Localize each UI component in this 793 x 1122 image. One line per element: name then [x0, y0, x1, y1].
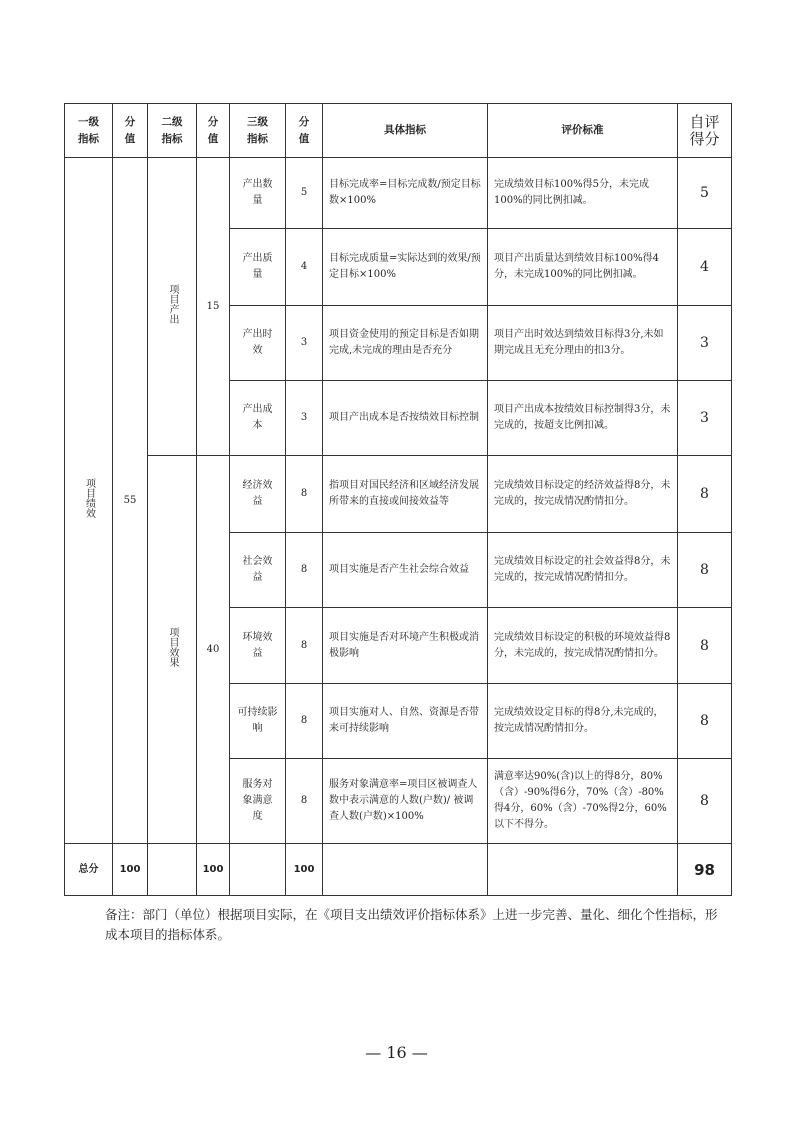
row-criteria: 完成绩效设定目标的得8分,未完成的，按完成情况酌情扣分。 — [488, 684, 678, 759]
row-indicator: 项目资金使用的预定目标是否如期完成,未完成的理由是否充分 — [323, 306, 488, 381]
row-self-score: 8 — [678, 684, 732, 759]
row-score: 4 — [286, 229, 323, 306]
row-self-score: 8 — [678, 759, 732, 844]
row-score: 8 — [286, 684, 323, 759]
group-name: 项目效果 — [148, 456, 197, 844]
row-score: 8 — [286, 608, 323, 684]
level1-name: 项目绩效 — [65, 158, 113, 844]
row-criteria: 项目产出质量达到绩效目标100%得4分，未完成100%的同比例扣减。 — [488, 229, 678, 306]
row-criteria: 满意率达90%(含)以上的得8分，80%（含）-90%得6分，70%（含）-80%得4分，60%（含）-70%得2分，60%以下不得分。 — [488, 759, 678, 844]
table-note: 备注：部门（单位）根据项目实际，在《项目支出绩效评价指标体系》上进一步完善、量化、细化个性指标，形成本项目的指标体系。 — [105, 907, 718, 942]
total-label: 总分 — [65, 844, 113, 896]
row-score: 3 — [286, 306, 323, 381]
row-name: 经济效益 — [230, 456, 286, 533]
row-criteria: 项目产出时效达到绩效目标得3分,未如期完成且无充分理由的扣3分。 — [488, 306, 678, 381]
header-indicator: 具体指标 — [323, 104, 488, 158]
total-score2: 100 — [197, 844, 230, 896]
total-score1: 100 — [113, 844, 148, 896]
header-score3: 分值 — [286, 104, 323, 158]
row-name: 社会效益 — [230, 533, 286, 608]
row-criteria: 完成绩效目标100%得5分，未完成100%的同比例扣减。 — [488, 158, 678, 229]
empty-cell — [488, 844, 678, 896]
group-name: 项目产出 — [148, 158, 197, 456]
group-score: 15 — [197, 158, 230, 456]
group-score: 40 — [197, 456, 230, 844]
performance-table — [64, 103, 732, 896]
header-level3: 三级指标 — [230, 104, 286, 158]
header-row — [65, 104, 732, 158]
row-self-score: 3 — [678, 306, 732, 381]
row-name: 可持续影响 — [230, 684, 286, 759]
total-score3: 100 — [286, 844, 323, 896]
row-criteria: 完成绩效目标设定的经济效益得8分，未完成的，按完成情况酌情扣分。 — [488, 456, 678, 533]
empty-cell — [323, 844, 488, 896]
row-name: 产出时效 — [230, 306, 286, 381]
row-self-score: 3 — [678, 381, 732, 456]
row-self-score: 8 — [678, 533, 732, 608]
row-score: 3 — [286, 381, 323, 456]
table-row — [65, 456, 732, 533]
level1-score: 55 — [113, 158, 148, 844]
row-indicator: 目标完成率=目标完成数/预定目标数×100% — [323, 158, 488, 229]
row-name: 产出数量 — [230, 158, 286, 229]
row-indicator: 项目实施是否对环境产生积极或消极影响 — [323, 608, 488, 684]
header-score1: 分值 — [113, 104, 148, 158]
total-self-score: 98 — [678, 844, 732, 896]
row-indicator: 项目产出成本是否按绩效目标控制 — [323, 381, 488, 456]
page-number: — 16 — — [365, 1043, 428, 1062]
row-indicator: 目标完成质量=实际达到的效果/预定目标×100% — [323, 229, 488, 306]
row-name: 服务对象满意度 — [230, 759, 286, 844]
row-indicator: 项目实施对人、自然、资源是否带来可持续影响 — [323, 684, 488, 759]
row-score: 5 — [286, 158, 323, 229]
table-row — [65, 158, 732, 229]
row-score: 8 — [286, 533, 323, 608]
row-indicator: 指项目对国民经济和区域经济发展所带来的直接或间接效益等 — [323, 456, 488, 533]
row-self-score: 8 — [678, 608, 732, 684]
total-row — [65, 844, 732, 896]
row-score: 8 — [286, 456, 323, 533]
header-level2: 二级指标 — [148, 104, 197, 158]
empty-cell — [148, 844, 197, 896]
row-criteria: 项目产出成本按绩效目标控制得3分，未完成的，按超支比例扣减。 — [488, 381, 678, 456]
empty-cell — [230, 844, 286, 896]
row-indicator: 服务对象满意率=项目区被调查人数中表示满意的人数(户数)/ 被调查人数(户数)×100% — [323, 759, 488, 844]
header-criteria: 评价标准 — [488, 104, 678, 158]
row-name: 产出质量 — [230, 229, 286, 306]
row-name: 产出成本 — [230, 381, 286, 456]
header-score2: 分值 — [197, 104, 230, 158]
row-self-score: 5 — [678, 158, 732, 229]
row-self-score: 4 — [678, 229, 732, 306]
row-score: 8 — [286, 759, 323, 844]
row-criteria: 完成绩效目标设定的积极的环境效益得8分，未完成的，按完成情况酌情扣分。 — [488, 608, 678, 684]
header-level1: 一级指标 — [65, 104, 113, 158]
row-criteria: 完成绩效目标设定的社会效益得8分，未完成的，按完成情况酌情扣分。 — [488, 533, 678, 608]
row-indicator: 项目实施是否产生社会综合效益 — [323, 533, 488, 608]
row-self-score: 8 — [678, 456, 732, 533]
row-name: 环境效益 — [230, 608, 286, 684]
header-self-score: 自评得分 — [678, 104, 732, 158]
